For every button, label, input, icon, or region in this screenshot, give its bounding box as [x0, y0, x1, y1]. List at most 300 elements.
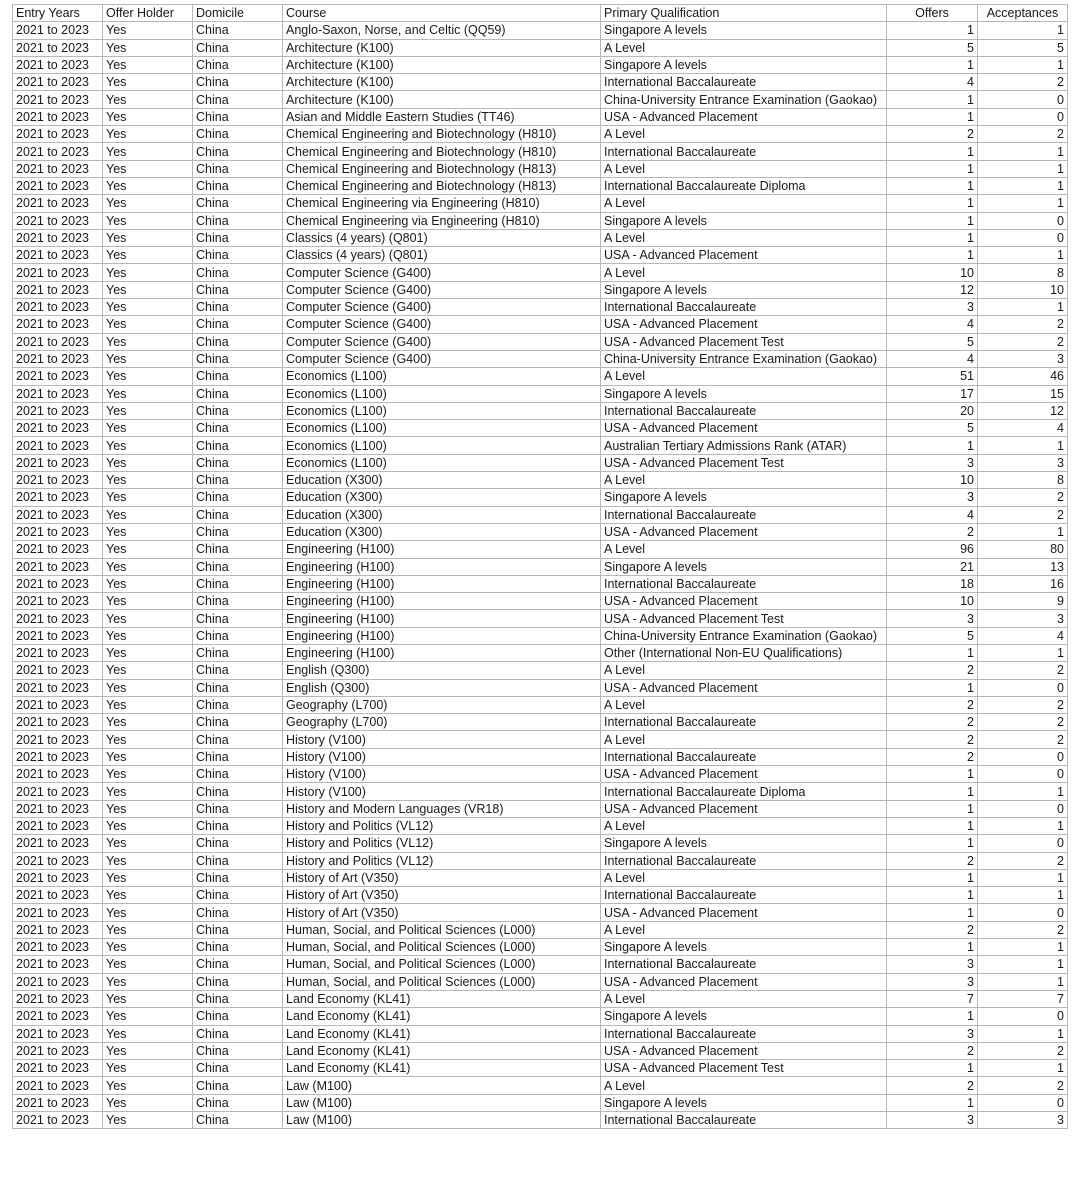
cell-acceptances[interactable]: 4: [978, 420, 1068, 437]
cell-domicile[interactable]: China: [193, 679, 283, 696]
cell-offers[interactable]: 1: [887, 887, 978, 904]
cell-primary-qualification[interactable]: A Level: [601, 662, 887, 679]
cell-offer-holder[interactable]: Yes: [103, 714, 193, 731]
cell-offers[interactable]: 2: [887, 748, 978, 765]
cell-primary-qualification[interactable]: A Level: [601, 817, 887, 834]
cell-domicile[interactable]: China: [193, 575, 283, 592]
cell-primary-qualification[interactable]: China-University Entrance Examination (Gaokao): [601, 627, 887, 644]
cell-offer-holder[interactable]: Yes: [103, 437, 193, 454]
cell-acceptances[interactable]: 1: [978, 143, 1068, 160]
cell-primary-qualification[interactable]: International Baccalaureate: [601, 299, 887, 316]
cell-entry-years[interactable]: 2021 to 2023: [13, 264, 103, 281]
cell-acceptances[interactable]: 5: [978, 39, 1068, 56]
cell-domicile[interactable]: China: [193, 229, 283, 246]
cell-domicile[interactable]: China: [193, 74, 283, 91]
cell-domicile[interactable]: China: [193, 350, 283, 367]
cell-primary-qualification[interactable]: A Level: [601, 921, 887, 938]
cell-entry-years[interactable]: 2021 to 2023: [13, 973, 103, 990]
cell-primary-qualification[interactable]: A Level: [601, 39, 887, 56]
cell-offer-holder[interactable]: Yes: [103, 472, 193, 489]
cell-offers[interactable]: 1: [887, 1060, 978, 1077]
cell-entry-years[interactable]: 2021 to 2023: [13, 91, 103, 108]
cell-domicile[interactable]: China: [193, 1025, 283, 1042]
cell-entry-years[interactable]: 2021 to 2023: [13, 990, 103, 1007]
cell-entry-years[interactable]: 2021 to 2023: [13, 783, 103, 800]
cell-course[interactable]: Human, Social, and Political Sciences (L000): [283, 973, 601, 990]
cell-primary-qualification[interactable]: USA - Advanced Placement: [601, 420, 887, 437]
cell-primary-qualification[interactable]: International Baccalaureate: [601, 74, 887, 91]
cell-course[interactable]: Engineering (H100): [283, 593, 601, 610]
cell-domicile[interactable]: China: [193, 264, 283, 281]
cell-offer-holder[interactable]: Yes: [103, 662, 193, 679]
cell-offer-holder[interactable]: Yes: [103, 333, 193, 350]
cell-offers[interactable]: 2: [887, 852, 978, 869]
cell-domicile[interactable]: China: [193, 904, 283, 921]
cell-primary-qualification[interactable]: A Level: [601, 731, 887, 748]
cell-acceptances[interactable]: 1: [978, 956, 1068, 973]
cell-course[interactable]: Engineering (H100): [283, 610, 601, 627]
cell-domicile[interactable]: China: [193, 835, 283, 852]
cell-offers[interactable]: 21: [887, 558, 978, 575]
cell-primary-qualification[interactable]: Singapore A levels: [601, 1008, 887, 1025]
cell-entry-years[interactable]: 2021 to 2023: [13, 229, 103, 246]
cell-acceptances[interactable]: 1: [978, 22, 1068, 39]
cell-course[interactable]: Geography (L700): [283, 714, 601, 731]
cell-domicile[interactable]: China: [193, 143, 283, 160]
cell-course[interactable]: Education (X300): [283, 472, 601, 489]
cell-entry-years[interactable]: 2021 to 2023: [13, 281, 103, 298]
cell-offer-holder[interactable]: Yes: [103, 316, 193, 333]
cell-acceptances[interactable]: 2: [978, 333, 1068, 350]
cell-acceptances[interactable]: 2: [978, 316, 1068, 333]
cell-acceptances[interactable]: 1: [978, 177, 1068, 194]
cell-course[interactable]: Law (M100): [283, 1112, 601, 1129]
cell-course[interactable]: Computer Science (G400): [283, 333, 601, 350]
cell-course[interactable]: Computer Science (G400): [283, 264, 601, 281]
cell-offers[interactable]: 18: [887, 575, 978, 592]
cell-offer-holder[interactable]: Yes: [103, 126, 193, 143]
cell-primary-qualification[interactable]: International Baccalaureate: [601, 748, 887, 765]
cell-offers[interactable]: 2: [887, 921, 978, 938]
cell-entry-years[interactable]: 2021 to 2023: [13, 644, 103, 661]
cell-offers[interactable]: 2: [887, 696, 978, 713]
cell-entry-years[interactable]: 2021 to 2023: [13, 350, 103, 367]
cell-offers[interactable]: 1: [887, 22, 978, 39]
cell-acceptances[interactable]: 15: [978, 385, 1068, 402]
cell-offers[interactable]: 3: [887, 299, 978, 316]
cell-primary-qualification[interactable]: USA - Advanced Placement: [601, 800, 887, 817]
cell-domicile[interactable]: China: [193, 644, 283, 661]
cell-offers[interactable]: 3: [887, 973, 978, 990]
cell-entry-years[interactable]: 2021 to 2023: [13, 1094, 103, 1111]
cell-acceptances[interactable]: 13: [978, 558, 1068, 575]
cell-primary-qualification[interactable]: USA - Advanced Placement Test: [601, 454, 887, 471]
cell-primary-qualification[interactable]: USA - Advanced Placement: [601, 108, 887, 125]
cell-course[interactable]: Classics (4 years) (Q801): [283, 247, 601, 264]
cell-entry-years[interactable]: 2021 to 2023: [13, 523, 103, 540]
cell-domicile[interactable]: China: [193, 696, 283, 713]
cell-primary-qualification[interactable]: USA - Advanced Placement: [601, 904, 887, 921]
header-offers[interactable]: Offers: [887, 5, 978, 22]
cell-course[interactable]: Architecture (K100): [283, 56, 601, 73]
cell-entry-years[interactable]: 2021 to 2023: [13, 1077, 103, 1094]
cell-acceptances[interactable]: 2: [978, 1042, 1068, 1059]
cell-entry-years[interactable]: 2021 to 2023: [13, 368, 103, 385]
cell-course[interactable]: Chemical Engineering and Biotechnology (H810): [283, 126, 601, 143]
cell-course[interactable]: Land Economy (KL41): [283, 990, 601, 1007]
cell-primary-qualification[interactable]: Other (International Non-EU Qualifications): [601, 644, 887, 661]
cell-course[interactable]: Education (X300): [283, 506, 601, 523]
cell-course[interactable]: Engineering (H100): [283, 627, 601, 644]
cell-offer-holder[interactable]: Yes: [103, 1060, 193, 1077]
cell-domicile[interactable]: China: [193, 1060, 283, 1077]
cell-primary-qualification[interactable]: Singapore A levels: [601, 939, 887, 956]
cell-offers[interactable]: 1: [887, 247, 978, 264]
cell-acceptances[interactable]: 9: [978, 593, 1068, 610]
cell-domicile[interactable]: China: [193, 281, 283, 298]
cell-acceptances[interactable]: 1: [978, 817, 1068, 834]
cell-acceptances[interactable]: 4: [978, 627, 1068, 644]
cell-offer-holder[interactable]: Yes: [103, 523, 193, 540]
cell-acceptances[interactable]: 0: [978, 766, 1068, 783]
cell-offer-holder[interactable]: Yes: [103, 748, 193, 765]
cell-offer-holder[interactable]: Yes: [103, 610, 193, 627]
cell-entry-years[interactable]: 2021 to 2023: [13, 420, 103, 437]
cell-primary-qualification[interactable]: Singapore A levels: [601, 1094, 887, 1111]
cell-domicile[interactable]: China: [193, 195, 283, 212]
cell-entry-years[interactable]: 2021 to 2023: [13, 333, 103, 350]
cell-domicile[interactable]: China: [193, 385, 283, 402]
cell-course[interactable]: History and Politics (VL12): [283, 852, 601, 869]
cell-offers[interactable]: 1: [887, 1008, 978, 1025]
cell-domicile[interactable]: China: [193, 126, 283, 143]
cell-primary-qualification[interactable]: International Baccalaureate: [601, 575, 887, 592]
cell-acceptances[interactable]: 2: [978, 1077, 1068, 1094]
cell-offers[interactable]: 1: [887, 1094, 978, 1111]
cell-domicile[interactable]: China: [193, 627, 283, 644]
cell-primary-qualification[interactable]: Singapore A levels: [601, 56, 887, 73]
cell-domicile[interactable]: China: [193, 472, 283, 489]
cell-offers[interactable]: 1: [887, 835, 978, 852]
cell-primary-qualification[interactable]: A Level: [601, 869, 887, 886]
cell-domicile[interactable]: China: [193, 662, 283, 679]
cell-domicile[interactable]: China: [193, 212, 283, 229]
cell-primary-qualification[interactable]: USA - Advanced Placement: [601, 523, 887, 540]
cell-entry-years[interactable]: 2021 to 2023: [13, 817, 103, 834]
cell-domicile[interactable]: China: [193, 973, 283, 990]
cell-primary-qualification[interactable]: Singapore A levels: [601, 558, 887, 575]
cell-course[interactable]: Asian and Middle Eastern Studies (TT46): [283, 108, 601, 125]
cell-entry-years[interactable]: 2021 to 2023: [13, 956, 103, 973]
cell-offer-holder[interactable]: Yes: [103, 817, 193, 834]
cell-primary-qualification[interactable]: A Level: [601, 195, 887, 212]
cell-primary-qualification[interactable]: Singapore A levels: [601, 835, 887, 852]
cell-entry-years[interactable]: 2021 to 2023: [13, 887, 103, 904]
cell-course[interactable]: Law (M100): [283, 1094, 601, 1111]
cell-offer-holder[interactable]: Yes: [103, 368, 193, 385]
cell-primary-qualification[interactable]: A Level: [601, 990, 887, 1007]
cell-entry-years[interactable]: 2021 to 2023: [13, 1025, 103, 1042]
cell-offer-holder[interactable]: Yes: [103, 1025, 193, 1042]
cell-domicile[interactable]: China: [193, 56, 283, 73]
cell-domicile[interactable]: China: [193, 817, 283, 834]
cell-entry-years[interactable]: 2021 to 2023: [13, 489, 103, 506]
cell-primary-qualification[interactable]: A Level: [601, 368, 887, 385]
cell-primary-qualification[interactable]: International Baccalaureate: [601, 1112, 887, 1129]
cell-entry-years[interactable]: 2021 to 2023: [13, 541, 103, 558]
cell-primary-qualification[interactable]: A Level: [601, 229, 887, 246]
cell-entry-years[interactable]: 2021 to 2023: [13, 126, 103, 143]
cell-acceptances[interactable]: 1: [978, 299, 1068, 316]
cell-primary-qualification[interactable]: International Baccalaureate: [601, 887, 887, 904]
cell-offers[interactable]: 2: [887, 523, 978, 540]
cell-course[interactable]: Human, Social, and Political Sciences (L000): [283, 921, 601, 938]
cell-domicile[interactable]: China: [193, 887, 283, 904]
cell-offers[interactable]: 3: [887, 610, 978, 627]
cell-offer-holder[interactable]: Yes: [103, 143, 193, 160]
cell-entry-years[interactable]: 2021 to 2023: [13, 1060, 103, 1077]
cell-course[interactable]: Land Economy (KL41): [283, 1008, 601, 1025]
cell-domicile[interactable]: China: [193, 108, 283, 125]
cell-offer-holder[interactable]: Yes: [103, 506, 193, 523]
cell-entry-years[interactable]: 2021 to 2023: [13, 385, 103, 402]
cell-acceptances[interactable]: 16: [978, 575, 1068, 592]
cell-course[interactable]: Engineering (H100): [283, 541, 601, 558]
cell-domicile[interactable]: China: [193, 852, 283, 869]
cell-domicile[interactable]: China: [193, 593, 283, 610]
cell-course[interactable]: Economics (L100): [283, 420, 601, 437]
cell-domicile[interactable]: China: [193, 177, 283, 194]
cell-offer-holder[interactable]: Yes: [103, 22, 193, 39]
cell-offer-holder[interactable]: Yes: [103, 177, 193, 194]
cell-primary-qualification[interactable]: A Level: [601, 126, 887, 143]
cell-entry-years[interactable]: 2021 to 2023: [13, 195, 103, 212]
cell-primary-qualification[interactable]: A Level: [601, 1077, 887, 1094]
cell-course[interactable]: Economics (L100): [283, 454, 601, 471]
cell-entry-years[interactable]: 2021 to 2023: [13, 558, 103, 575]
cell-offer-holder[interactable]: Yes: [103, 108, 193, 125]
cell-offers[interactable]: 1: [887, 817, 978, 834]
cell-course[interactable]: Human, Social, and Political Sciences (L000): [283, 956, 601, 973]
cell-primary-qualification[interactable]: Singapore A levels: [601, 212, 887, 229]
cell-primary-qualification[interactable]: USA - Advanced Placement: [601, 1042, 887, 1059]
cell-entry-years[interactable]: 2021 to 2023: [13, 22, 103, 39]
cell-domicile[interactable]: China: [193, 558, 283, 575]
cell-course[interactable]: Geography (L700): [283, 696, 601, 713]
cell-offer-holder[interactable]: Yes: [103, 904, 193, 921]
cell-offers[interactable]: 1: [887, 177, 978, 194]
cell-course[interactable]: History of Art (V350): [283, 904, 601, 921]
cell-acceptances[interactable]: 0: [978, 229, 1068, 246]
cell-primary-qualification[interactable]: USA - Advanced Placement: [601, 973, 887, 990]
cell-entry-years[interactable]: 2021 to 2023: [13, 506, 103, 523]
header-entry-years[interactable]: Entry Years: [13, 5, 103, 22]
cell-course[interactable]: Chemical Engineering via Engineering (H810): [283, 195, 601, 212]
cell-offer-holder[interactable]: Yes: [103, 160, 193, 177]
cell-primary-qualification[interactable]: International Baccalaureate: [601, 402, 887, 419]
cell-acceptances[interactable]: 1: [978, 887, 1068, 904]
cell-acceptances[interactable]: 2: [978, 74, 1068, 91]
cell-offer-holder[interactable]: Yes: [103, 731, 193, 748]
cell-offers[interactable]: 10: [887, 264, 978, 281]
cell-entry-years[interactable]: 2021 to 2023: [13, 610, 103, 627]
cell-primary-qualification[interactable]: USA - Advanced Placement: [601, 766, 887, 783]
cell-offers[interactable]: 51: [887, 368, 978, 385]
cell-entry-years[interactable]: 2021 to 2023: [13, 1112, 103, 1129]
cell-acceptances[interactable]: 1: [978, 973, 1068, 990]
cell-course[interactable]: Computer Science (G400): [283, 281, 601, 298]
cell-entry-years[interactable]: 2021 to 2023: [13, 402, 103, 419]
cell-course[interactable]: Engineering (H100): [283, 575, 601, 592]
cell-offer-holder[interactable]: Yes: [103, 1042, 193, 1059]
cell-domicile[interactable]: China: [193, 731, 283, 748]
cell-offers[interactable]: 17: [887, 385, 978, 402]
cell-offer-holder[interactable]: Yes: [103, 350, 193, 367]
cell-domicile[interactable]: China: [193, 420, 283, 437]
cell-offers[interactable]: 5: [887, 420, 978, 437]
cell-offers[interactable]: 1: [887, 143, 978, 160]
cell-acceptances[interactable]: 8: [978, 472, 1068, 489]
cell-acceptances[interactable]: 2: [978, 852, 1068, 869]
cell-entry-years[interactable]: 2021 to 2023: [13, 904, 103, 921]
cell-domicile[interactable]: China: [193, 368, 283, 385]
cell-offers[interactable]: 1: [887, 56, 978, 73]
cell-course[interactable]: History and Politics (VL12): [283, 835, 601, 852]
cell-primary-qualification[interactable]: International Baccalaureate Diploma: [601, 177, 887, 194]
cell-acceptances[interactable]: 80: [978, 541, 1068, 558]
cell-offer-holder[interactable]: Yes: [103, 454, 193, 471]
cell-acceptances[interactable]: 0: [978, 108, 1068, 125]
cell-offers[interactable]: 3: [887, 1025, 978, 1042]
cell-offer-holder[interactable]: Yes: [103, 212, 193, 229]
cell-offer-holder[interactable]: Yes: [103, 247, 193, 264]
cell-primary-qualification[interactable]: International Baccalaureate: [601, 143, 887, 160]
cell-acceptances[interactable]: 1: [978, 247, 1068, 264]
cell-acceptances[interactable]: 1: [978, 1060, 1068, 1077]
cell-offers[interactable]: 1: [887, 91, 978, 108]
cell-course[interactable]: English (Q300): [283, 662, 601, 679]
cell-entry-years[interactable]: 2021 to 2023: [13, 800, 103, 817]
cell-offer-holder[interactable]: Yes: [103, 1112, 193, 1129]
cell-domicile[interactable]: China: [193, 869, 283, 886]
cell-course[interactable]: History and Modern Languages (VR18): [283, 800, 601, 817]
cell-offer-holder[interactable]: Yes: [103, 91, 193, 108]
cell-course[interactable]: Computer Science (G400): [283, 350, 601, 367]
cell-offers[interactable]: 4: [887, 316, 978, 333]
cell-offer-holder[interactable]: Yes: [103, 852, 193, 869]
cell-course[interactable]: Chemical Engineering and Biotechnology (H810): [283, 143, 601, 160]
cell-offers[interactable]: 3: [887, 454, 978, 471]
cell-domicile[interactable]: China: [193, 748, 283, 765]
cell-offer-holder[interactable]: Yes: [103, 644, 193, 661]
cell-domicile[interactable]: China: [193, 939, 283, 956]
cell-acceptances[interactable]: 0: [978, 1008, 1068, 1025]
cell-primary-qualification[interactable]: International Baccalaureate: [601, 956, 887, 973]
cell-offers[interactable]: 4: [887, 506, 978, 523]
cell-domicile[interactable]: China: [193, 800, 283, 817]
cell-offers[interactable]: 3: [887, 956, 978, 973]
cell-offers[interactable]: 20: [887, 402, 978, 419]
cell-course[interactable]: Chemical Engineering via Engineering (H810): [283, 212, 601, 229]
cell-offers[interactable]: 1: [887, 679, 978, 696]
cell-domicile[interactable]: China: [193, 489, 283, 506]
cell-offers[interactable]: 1: [887, 195, 978, 212]
cell-primary-qualification[interactable]: USA - Advanced Placement: [601, 679, 887, 696]
cell-offer-holder[interactable]: Yes: [103, 939, 193, 956]
cell-course[interactable]: Economics (L100): [283, 437, 601, 454]
cell-course[interactable]: Engineering (H100): [283, 644, 601, 661]
cell-offer-holder[interactable]: Yes: [103, 1094, 193, 1111]
cell-offers[interactable]: 2: [887, 714, 978, 731]
cell-offer-holder[interactable]: Yes: [103, 627, 193, 644]
cell-primary-qualification[interactable]: A Level: [601, 696, 887, 713]
cell-primary-qualification[interactable]: Singapore A levels: [601, 281, 887, 298]
cell-acceptances[interactable]: 1: [978, 56, 1068, 73]
header-offer-holder[interactable]: Offer Holder: [103, 5, 193, 22]
cell-course[interactable]: Human, Social, and Political Sciences (L000): [283, 939, 601, 956]
cell-entry-years[interactable]: 2021 to 2023: [13, 316, 103, 333]
cell-offers[interactable]: 7: [887, 990, 978, 1007]
cell-entry-years[interactable]: 2021 to 2023: [13, 921, 103, 938]
cell-offer-holder[interactable]: Yes: [103, 1077, 193, 1094]
header-acceptances[interactable]: Acceptances: [978, 5, 1068, 22]
cell-domicile[interactable]: China: [193, 610, 283, 627]
cell-entry-years[interactable]: 2021 to 2023: [13, 74, 103, 91]
cell-domicile[interactable]: China: [193, 316, 283, 333]
cell-domicile[interactable]: China: [193, 299, 283, 316]
cell-offers[interactable]: 3: [887, 489, 978, 506]
cell-primary-qualification[interactable]: Singapore A levels: [601, 385, 887, 402]
cell-domicile[interactable]: China: [193, 766, 283, 783]
cell-course[interactable]: Engineering (H100): [283, 558, 601, 575]
cell-offer-holder[interactable]: Yes: [103, 956, 193, 973]
cell-acceptances[interactable]: 0: [978, 904, 1068, 921]
cell-offers[interactable]: 3: [887, 1112, 978, 1129]
cell-domicile[interactable]: China: [193, 1077, 283, 1094]
cell-acceptances[interactable]: 1: [978, 1025, 1068, 1042]
cell-course[interactable]: Classics (4 years) (Q801): [283, 229, 601, 246]
cell-course[interactable]: History (V100): [283, 766, 601, 783]
cell-acceptances[interactable]: 1: [978, 869, 1068, 886]
cell-domicile[interactable]: China: [193, 437, 283, 454]
header-primary-qualification[interactable]: Primary Qualification: [601, 5, 887, 22]
cell-primary-qualification[interactable]: USA - Advanced Placement Test: [601, 610, 887, 627]
cell-acceptances[interactable]: 2: [978, 921, 1068, 938]
cell-offers[interactable]: 2: [887, 1077, 978, 1094]
cell-primary-qualification[interactable]: Singapore A levels: [601, 22, 887, 39]
cell-course[interactable]: English (Q300): [283, 679, 601, 696]
cell-domicile[interactable]: China: [193, 1042, 283, 1059]
cell-primary-qualification[interactable]: A Level: [601, 541, 887, 558]
cell-acceptances[interactable]: 10: [978, 281, 1068, 298]
cell-offers[interactable]: 1: [887, 939, 978, 956]
cell-acceptances[interactable]: 1: [978, 160, 1068, 177]
cell-course[interactable]: History and Politics (VL12): [283, 817, 601, 834]
cell-course[interactable]: History (V100): [283, 783, 601, 800]
cell-entry-years[interactable]: 2021 to 2023: [13, 247, 103, 264]
cell-offer-holder[interactable]: Yes: [103, 420, 193, 437]
cell-offer-holder[interactable]: Yes: [103, 385, 193, 402]
cell-offer-holder[interactable]: Yes: [103, 74, 193, 91]
cell-offers[interactable]: 1: [887, 160, 978, 177]
cell-offers[interactable]: 4: [887, 74, 978, 91]
cell-offer-holder[interactable]: Yes: [103, 575, 193, 592]
cell-course[interactable]: Land Economy (KL41): [283, 1060, 601, 1077]
cell-domicile[interactable]: China: [193, 247, 283, 264]
cell-course[interactable]: Land Economy (KL41): [283, 1025, 601, 1042]
cell-offer-holder[interactable]: Yes: [103, 281, 193, 298]
cell-acceptances[interactable]: 2: [978, 489, 1068, 506]
